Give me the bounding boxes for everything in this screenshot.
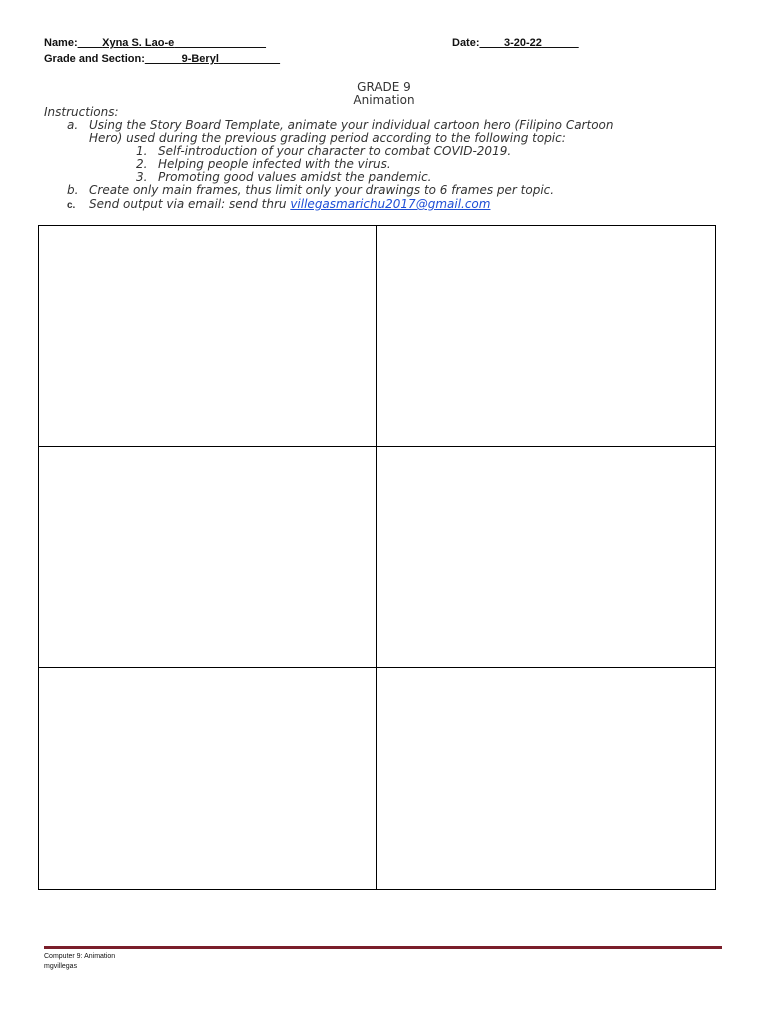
instruction-c-text: Send output via email: send thru: [89, 197, 291, 211]
instruction-b: [67, 184, 554, 197]
instruction-a-line2: Hero) used during the previous grading period according to the following topic:: [89, 131, 566, 145]
storyboard-frame-1: [39, 226, 377, 447]
email-link[interactable]: villegasmarichu2017@gmail.com: [290, 197, 491, 211]
name-field: [44, 37, 266, 49]
grade-title: GRADE 9: [357, 80, 411, 94]
name-label: Name:: [44, 37, 78, 49]
topic-text: Promoting good values amidst the pandemic.: [158, 170, 432, 184]
storyboard-frame-3: [39, 447, 377, 668]
name-blank-after: _______________: [174, 37, 267, 49]
footer-author: mgvillegas: [44, 963, 78, 970]
storyboard-grid: [38, 225, 716, 890]
instruction-c-marker: c.: [67, 200, 76, 211]
name-value: Xyna S. Lao-e: [102, 37, 175, 49]
storyboard-frame-5: [39, 668, 377, 889]
section-value-line: [145, 53, 280, 65]
section-field: [44, 53, 280, 65]
topic-marker: 1.: [136, 144, 148, 158]
name-value-line: [78, 37, 266, 49]
date-blank-after: ______: [541, 37, 579, 49]
storyboard-frame-4: [377, 447, 715, 668]
instruction-b-marker: b.: [67, 183, 79, 197]
storyboard-frame-6: [377, 668, 715, 889]
footer-rule: [44, 946, 722, 949]
date-label: Date:: [452, 37, 480, 49]
date-blank-before: ____: [479, 37, 504, 49]
date-value: 3-20-22: [504, 37, 542, 49]
section-label: Grade and Section:: [44, 53, 145, 65]
topic-text: Self-introduction of your character to combat COVID-2019.: [158, 144, 512, 158]
instruction-a-marker: a.: [67, 118, 79, 132]
topic-marker: 3.: [136, 170, 148, 184]
subject-title: Animation: [353, 93, 415, 107]
section-blank-before: ______: [144, 53, 182, 65]
date-value-line: [480, 37, 579, 49]
instruction-b-text: Create only main frames, thus limit only your drawings to 6 frames per topic.: [89, 183, 555, 197]
topic-text: Helping people infected with the virus.: [158, 157, 391, 171]
topic-marker: 2.: [136, 157, 148, 171]
instruction-c: [67, 198, 490, 212]
footer-course: Computer 9: Animation: [44, 953, 116, 960]
name-blank-before: ____: [77, 37, 103, 49]
storyboard-frame-2: [377, 226, 715, 447]
section-value: 9-Beryl: [181, 53, 219, 65]
instruction-a-line1: Using the Story Board Template, animate your individual cartoon hero (Filipino Cartoon: [89, 118, 614, 132]
instructions-heading: Instructions:: [44, 105, 119, 119]
date-field: [452, 37, 579, 49]
section-blank-after: __________: [218, 53, 281, 65]
